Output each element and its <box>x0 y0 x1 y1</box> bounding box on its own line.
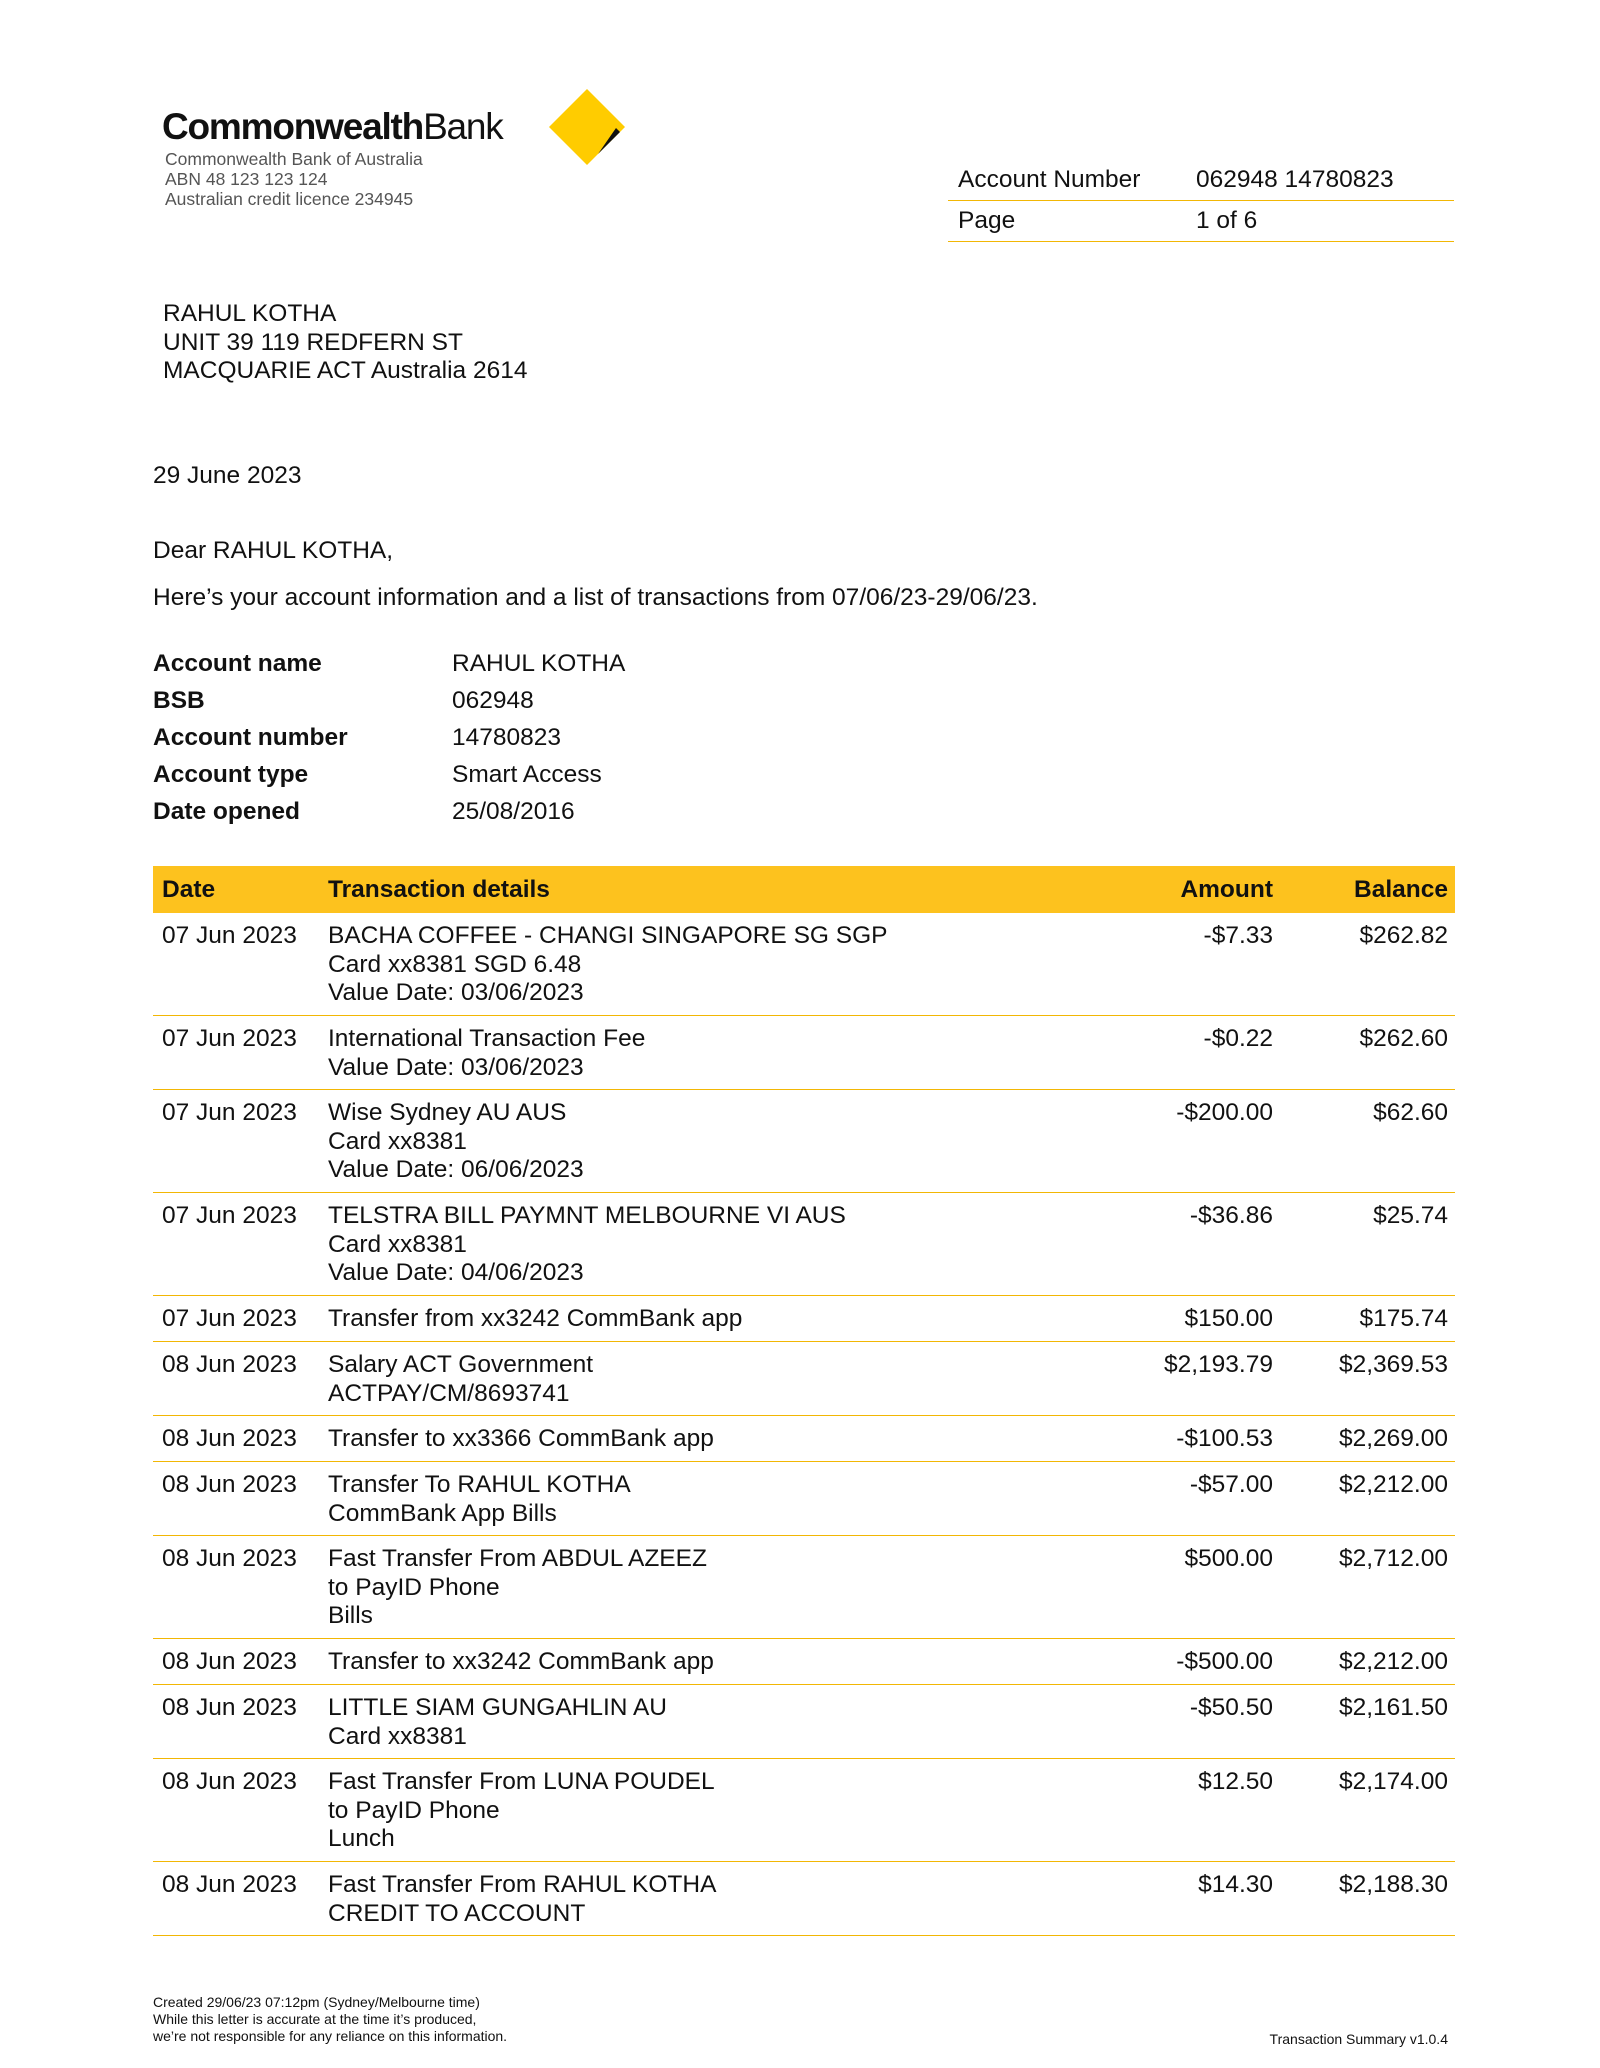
tx-balance: $2,188.30 <box>1339 1871 1448 1898</box>
transactions-table <box>153 866 1455 1936</box>
tx-detail-line: Transfer from xx3242 CommBank app <box>328 1305 743 1332</box>
table-row <box>153 1193 1455 1296</box>
table-row <box>153 1639 1455 1685</box>
tx-details <box>328 1305 1118 1334</box>
detail-row: BSB 062948 <box>153 687 534 715</box>
tx-detail-line: to PayID Phone <box>328 1573 500 1601</box>
table-row <box>153 1296 1455 1342</box>
tx-detail-line: CommBank App Bills <box>328 1499 557 1527</box>
tx-detail-line: Value Date: 04/06/2023 <box>328 1259 584 1286</box>
header-balance: Balance <box>1354 875 1448 903</box>
tx-amount: -$57.00 <box>1189 1471 1273 1498</box>
tx-details <box>328 1871 1118 1928</box>
tx-detail-line: Value Date: 03/06/2023 <box>328 979 584 1006</box>
tx-balance: $2,212.00 <box>1339 1471 1448 1498</box>
tx-detail-line: CREDIT TO ACCOUNT <box>328 1899 586 1927</box>
diamond-logo-icon <box>548 88 626 166</box>
tx-date: 08 Jun 2023 <box>162 1871 297 1898</box>
tx-detail-line: Fast Transfer From LUNA POUDEL <box>328 1768 715 1795</box>
tx-date: 07 Jun 2023 <box>162 1025 297 1052</box>
tx-balance: $25.74 <box>1373 1202 1448 1229</box>
tx-amount: -$0.22 <box>1203 1025 1273 1052</box>
tx-amount: -$100.53 <box>1176 1425 1273 1452</box>
tx-balance: $2,369.53 <box>1339 1351 1448 1378</box>
tx-detail-line: to PayID Phone <box>328 1796 500 1824</box>
tx-date: 07 Jun 2023 <box>162 1202 297 1229</box>
tx-detail-line: Card xx8381 <box>328 1722 467 1750</box>
tx-detail-line: ACTPAY/CM/8693741 <box>328 1379 570 1407</box>
tx-details <box>328 1025 1118 1082</box>
footer-disclaimer: Created 29/06/23 07:12pm (Sydney/Melbourne time) While this letter is accurate at the time it’s produced, we’re not responsible for any reliance on this information. <box>153 1994 508 2044</box>
header-details: Transaction details <box>328 875 550 903</box>
account-summary-box <box>948 160 1454 242</box>
tx-details <box>328 1099 1118 1185</box>
tx-detail-line: Transfer To RAHUL KOTHA <box>328 1471 631 1498</box>
bank-legal-lines: Commonwealth Bank of Australia ABN 48 123 123 124 Australian credit licence 234945 <box>165 149 423 209</box>
tx-balance: $262.60 <box>1359 1025 1448 1052</box>
tx-detail-line: Card xx8381 SGD 6.48 <box>328 950 582 978</box>
tx-balance: $2,212.00 <box>1339 1648 1448 1675</box>
tx-detail-line: Salary ACT Government <box>328 1351 594 1378</box>
tx-details <box>328 1648 1118 1677</box>
tx-detail-line: Lunch <box>328 1825 395 1852</box>
tx-balance: $175.74 <box>1359 1305 1448 1332</box>
tx-balance: $2,269.00 <box>1339 1425 1448 1452</box>
tx-amount: -$500.00 <box>1176 1648 1273 1675</box>
tx-balance: $62.60 <box>1373 1099 1448 1126</box>
tx-detail-line: Bills <box>328 1602 373 1629</box>
tx-detail-line: LITTLE SIAM GUNGAHLIN AU <box>328 1694 667 1721</box>
tx-details <box>328 1351 1118 1408</box>
account-number-row: Account Number 062948 14780823 <box>948 160 1454 201</box>
tx-date: 07 Jun 2023 <box>162 1099 297 1126</box>
detail-row: Account name RAHUL KOTHA <box>153 650 626 678</box>
tx-detail-line: BACHA COFFEE - CHANGI SINGAPORE SG SGP <box>328 922 888 949</box>
tx-amount: -$36.86 <box>1189 1202 1273 1229</box>
detail-row: Date opened 25/08/2016 <box>153 797 575 825</box>
table-row <box>153 1536 1455 1639</box>
tx-date: 08 Jun 2023 <box>162 1694 297 1721</box>
tx-detail-line: Card xx8381 <box>328 1127 467 1155</box>
mailing-address: RAHUL KOTHA UNIT 39 119 REDFERN ST MACQUARIE ACT Australia 2614 <box>163 300 528 384</box>
footer-version: Transaction Summary v1.0.4 <box>1269 2031 1448 2047</box>
tx-date: 07 Jun 2023 <box>162 922 297 949</box>
tx-detail-line: Transfer to xx3366 CommBank app <box>328 1425 714 1452</box>
tx-date: 08 Jun 2023 <box>162 1351 297 1378</box>
intro-text: Here’s your account information and a list of transactions from 07/06/23-29/06/23. <box>153 584 1038 611</box>
header-date: Date <box>162 875 216 903</box>
tx-detail-line: Fast Transfer From ABDUL AZEEZ <box>328 1545 707 1572</box>
tx-amount: $12.50 <box>1198 1768 1273 1795</box>
tx-balance: $2,712.00 <box>1339 1545 1448 1572</box>
tx-details <box>328 922 1118 1008</box>
table-row <box>153 913 1455 1016</box>
tx-balance: $2,174.00 <box>1339 1768 1448 1795</box>
table-row <box>153 1016 1455 1090</box>
tx-date: 08 Jun 2023 <box>162 1425 297 1452</box>
tx-balance: $2,161.50 <box>1339 1694 1448 1721</box>
greeting: Dear RAHUL KOTHA, <box>153 537 394 564</box>
tx-detail-line: Value Date: 03/06/2023 <box>328 1053 584 1081</box>
tx-date: 08 Jun 2023 <box>162 1768 297 1795</box>
table-body <box>153 913 1455 1936</box>
letter-date: 29 June 2023 <box>153 462 302 489</box>
tx-amount: -$7.33 <box>1203 922 1273 949</box>
tx-details <box>328 1768 1118 1854</box>
tx-detail-line: International Transaction Fee <box>328 1025 646 1052</box>
table-row <box>153 1416 1455 1462</box>
tx-date: 08 Jun 2023 <box>162 1471 297 1498</box>
tx-details <box>328 1202 1118 1288</box>
tx-amount: -$200.00 <box>1176 1099 1273 1126</box>
table-header <box>153 866 1455 913</box>
tx-details <box>328 1471 1118 1528</box>
tx-detail-line: Card xx8381 <box>328 1230 467 1258</box>
tx-detail-line: Transfer to xx3242 CommBank app <box>328 1648 714 1675</box>
tx-date: 08 Jun 2023 <box>162 1545 297 1572</box>
tx-detail-line: Fast Transfer From RAHUL KOTHA <box>328 1871 717 1898</box>
tx-date: 08 Jun 2023 <box>162 1648 297 1675</box>
detail-row: Account type Smart Access <box>153 760 602 788</box>
tx-amount: $150.00 <box>1184 1305 1273 1332</box>
tx-date: 07 Jun 2023 <box>162 1305 297 1332</box>
tx-detail-line: Wise Sydney AU AUS <box>328 1099 567 1126</box>
logo-wordmark: CommonwealthBank <box>162 106 503 147</box>
table-row <box>153 1759 1455 1862</box>
table-row <box>153 1862 1455 1936</box>
account-details <box>153 646 625 830</box>
tx-details <box>328 1545 1118 1631</box>
tx-details <box>328 1694 1118 1751</box>
tx-detail-line: TELSTRA BILL PAYMNT MELBOURNE VI AUS <box>328 1202 846 1229</box>
table-row <box>153 1342 1455 1416</box>
page-row: Page 1 of 6 <box>948 201 1454 242</box>
tx-detail-line: Value Date: 06/06/2023 <box>328 1156 584 1183</box>
tx-amount: -$50.50 <box>1189 1694 1273 1721</box>
detail-row: Account number 14780823 <box>153 723 562 751</box>
tx-amount: $500.00 <box>1184 1545 1273 1572</box>
table-row <box>153 1462 1455 1536</box>
header-amount: Amount <box>1180 875 1273 903</box>
table-row <box>153 1685 1455 1759</box>
tx-amount: $14.30 <box>1198 1871 1273 1898</box>
tx-details <box>328 1425 1118 1454</box>
tx-balance: $262.82 <box>1359 922 1448 949</box>
tx-amount: $2,193.79 <box>1164 1351 1273 1378</box>
table-row <box>153 1090 1455 1193</box>
